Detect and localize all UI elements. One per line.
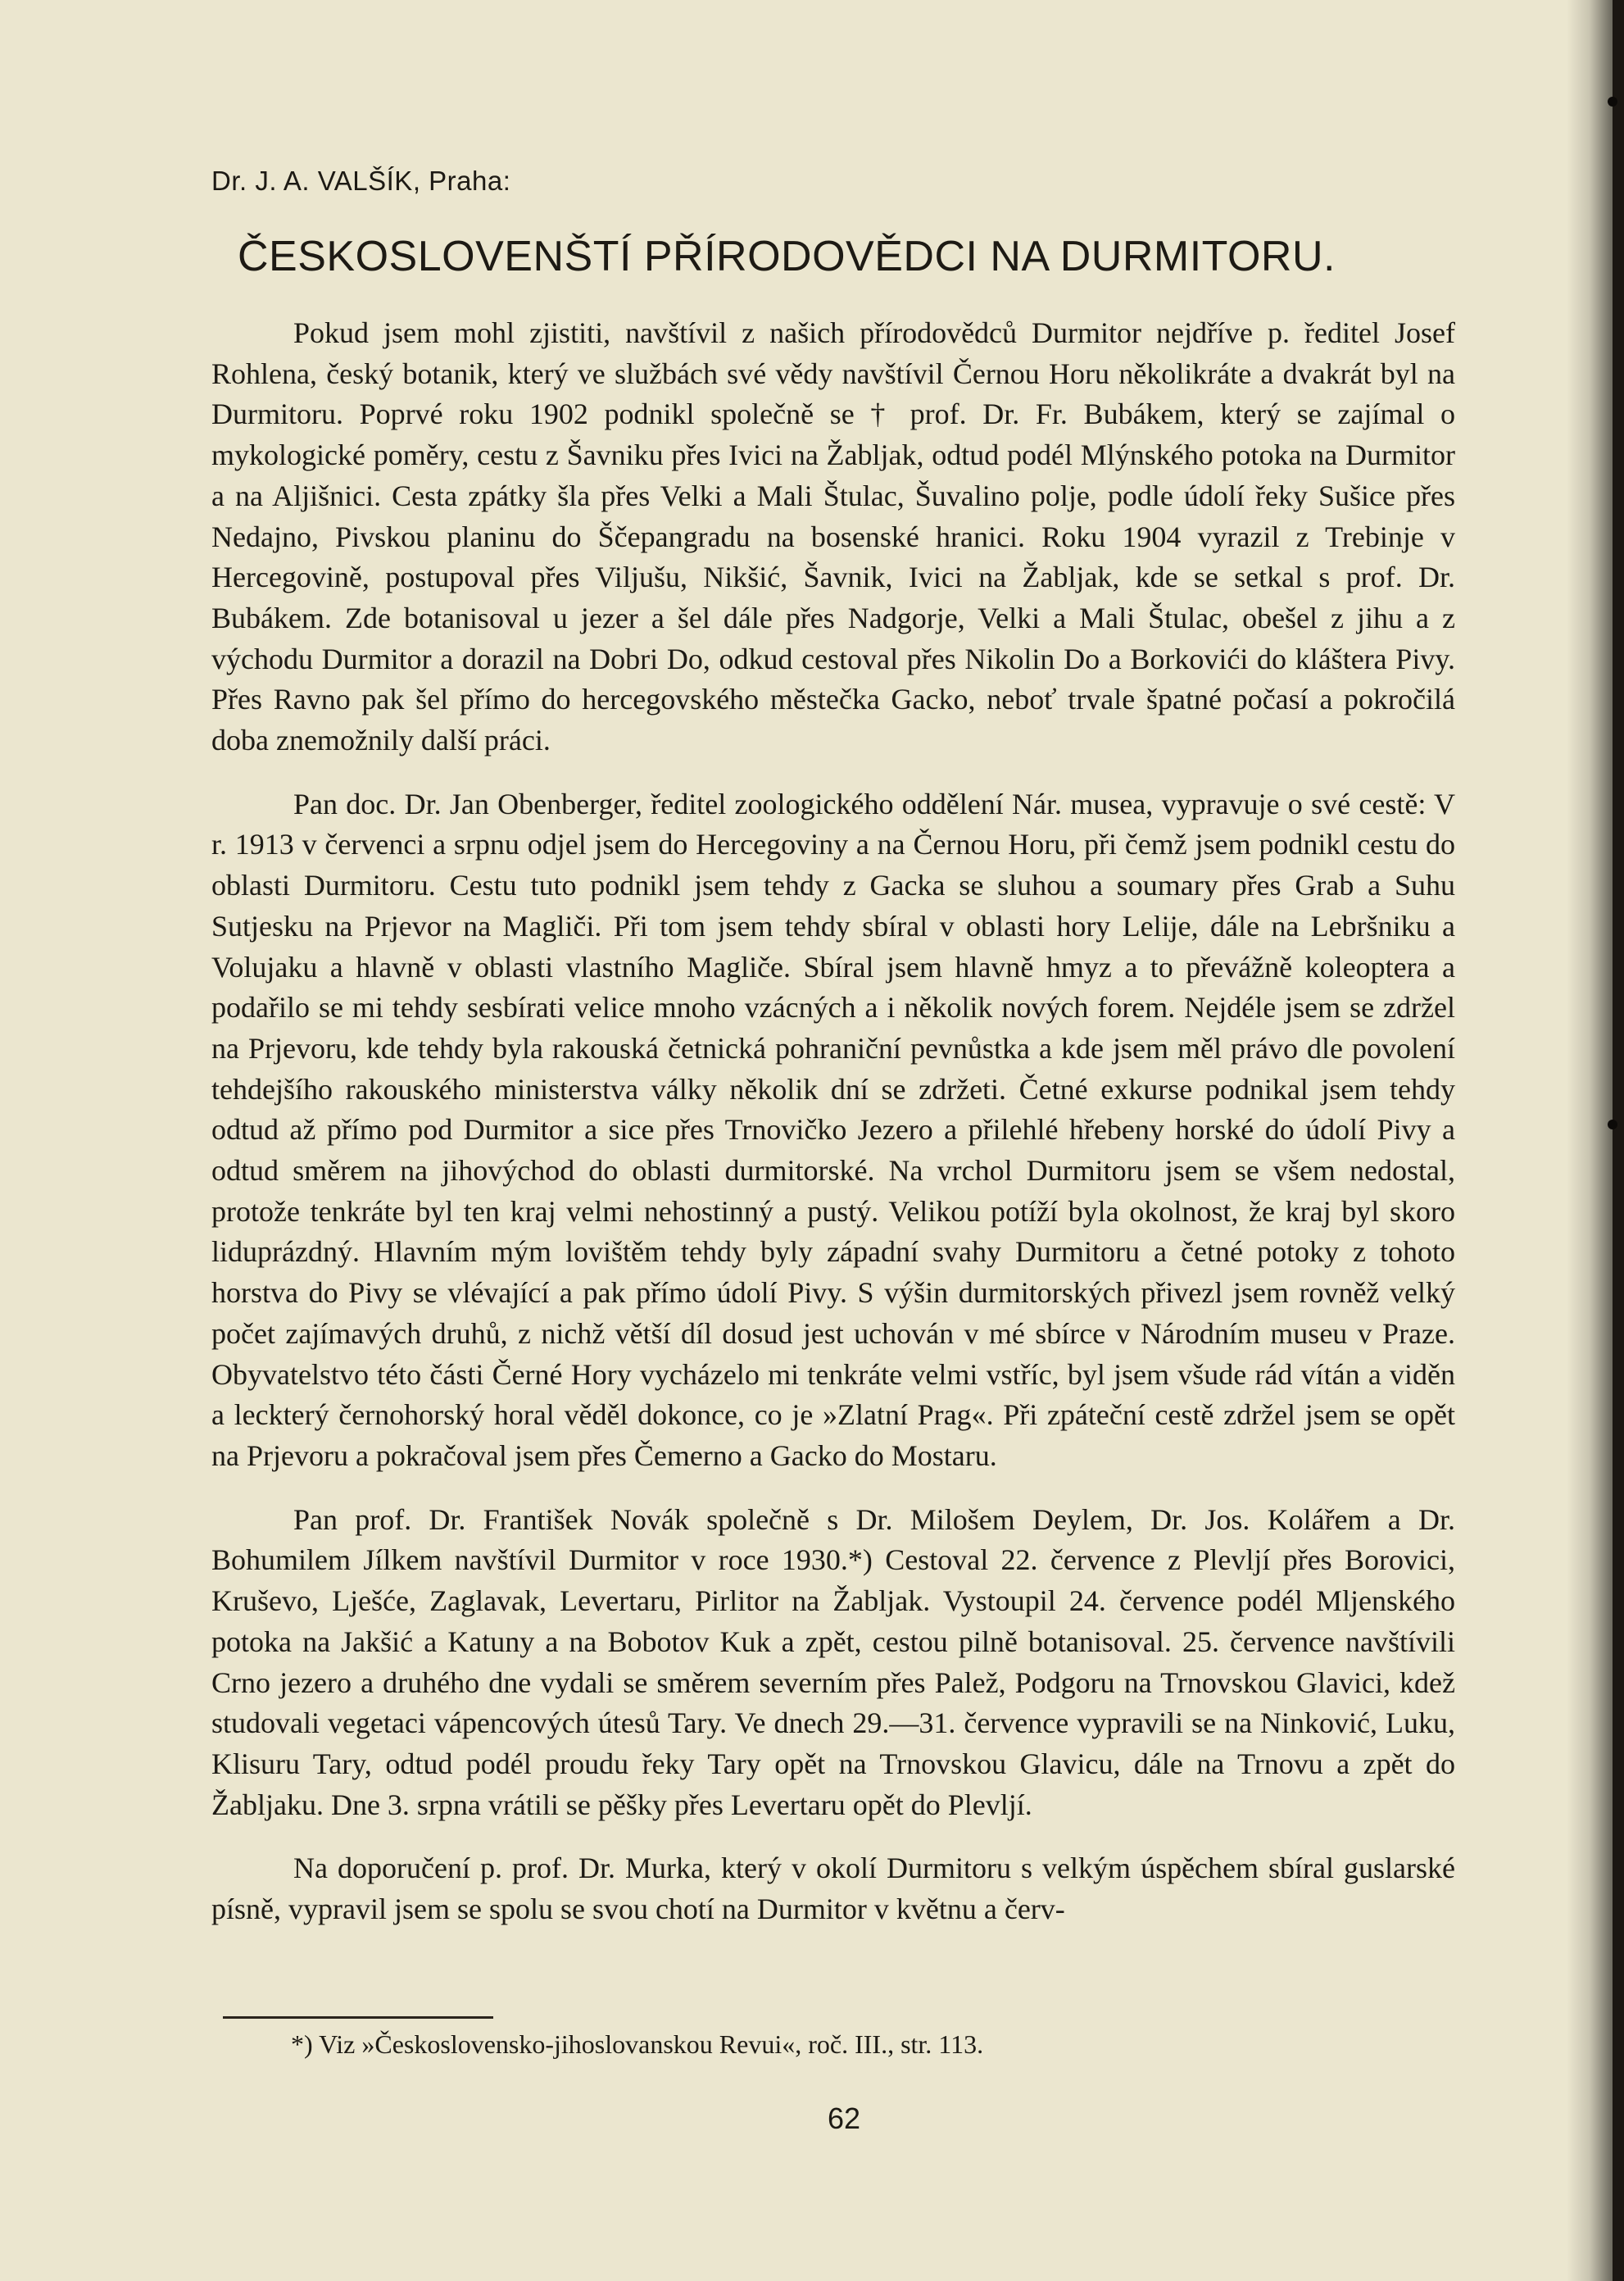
author-line: Dr. J. A. VALŠÍK, Praha:: [211, 166, 511, 196]
footnote-rule: [223, 2016, 493, 2019]
footnote: *) Viz »Československo-jihoslovanskou Revui«, roč. III., str. 113.: [291, 2029, 984, 2059]
article-body: [211, 313, 1455, 1953]
paragraph-rohlena: Pokud jsem mohl zjistiti, navštívil z našich přírodovědců Durmitor nejdříve p. ředitel Josef Rohlena, český botanik, který ve službách své vědy navštívil Černou Horu několikráte a dvakrát byl na Durmitoru. Poprvé roku 1902 podnikl společně se † prof. Dr. Fr. Bubákem, který se zajímal o mykologické poměry, cestu z Šavniku přes Ivici na Žabljak, odtud podél Mlýnského potoka na Durmitor a na Aljišnici. Cesta zpátky šla přes Velki a Mali Štulac, Šuvalino polje, podle údolí řeky Sušice přes Nedajno, Pivskou planinu do Ščepangradu na bosenské hranici. Roku 1904 vyrazil z Trebinje v Hercegovině, postupoval přes Viljušu, Nikšić, Šavnik, Ivici na Žabljak, kde se setkal s prof. Dr. Bubákem. Zde botanisoval u jezer a šel dále přes Nadgorje, Velki a Mali Štulac, obešel z jihu a z východu Durmitor a dorazil na Dobri Do, odkud cestoval přes Nikolin Do a Borkovići do kláštera Pivy. Přes Ravno pak šel přímo do hercegovského městečka Gacko, neboť trvale špatné počasí a pokročilá doba znemožnily další práci.: [211, 316, 1455, 757]
paragraph-murko: Na doporučení p. prof. Dr. Murka, který v okolí Durmitoru s velkým úspěchem sbíral guslarské písně, vypravil jsem se spolu se svou chotí na Durmitor v květnu a červ-: [211, 1852, 1455, 1926]
paragraph-novak: Pan prof. Dr. František Novák společně s Dr. Milošem Deylem, Dr. Jos. Kolářem a Dr. Bohumilem Jílkem navštívil Durmitor v roce 1930.*) Cestoval 22. července z Plevljí přes Borovici, Kruševo, Lješće, Zaglavak, Levertaru, Pirlitor na Žabljak. Vystoupil 24. července podél Mljenského potoka na Jakšić a Katuny a na Bobotov Kuk a zpět, cestou pilně botanisoval. 25. července navštívili Crno jezero a druhého dne vydali se směrem severním přes Palež, Podgoru na Trnovskou Glavici, kdež studovali vegetaci vápencových útesů Tary. Ve dnech 29.—31. července vypravili se na Ninković, Luku, Klisuru Tary, odtud podél proudu řeky Tary opět na Trnovskou Glavicu, dále na Trnovu a zpět do Žabljaku. Dne 3. srpna vrátili se pěšky přes Levertaru opět do Plevljí.: [211, 1502, 1455, 1821]
article-title: ČESKOSLOVENŠTÍ PŘÍRODOVĚDCI NA DURMITORU.: [238, 233, 1336, 280]
spine-dot-mark: [1608, 97, 1617, 107]
book-spine-edge: [1613, 0, 1624, 2281]
page-number: 62: [827, 2102, 861, 2135]
paragraph-obenberger: Pan doc. Dr. Jan Obenberger, ředitel zoologického oddělení Nár. musea, vypravuje o své cestě: V r. 1913 v červenci a srpnu odjel jsem do Hercegoviny a na Černou Horu, při čemž jsem podnikl cestu do oblasti Durmitoru. Cestu tuto podnikl jsem tehdy z Gacka se sluhou a soumary přes Grab a Suhu Sutjesku na Prjevor na Magliči. Při tom jsem tehdy sbíral v oblasti hory Lelije, dále na Lebršniku a Volujaku a hlavně v oblasti vlastního Magliče. Sbíral jsem hlavně hmyz a to převážně koleoptera a podařilo se mi tehdy sesbírati velice mnoho vzácných a i několik nových forem. Nejdéle jsem se zdržel na Prjevoru, kde tehdy byla rakouská četnická pohraniční pevnůstka a kde jsem měl právo dle povolení tehdejšího rakouského ministerstva války několik dní se zdržeti. Četné exkurse podnikal jsem tehdy odtud až přímo pod Durmitor a sice přes Trnovičko Jezero a přilehlé hřebeny horské do údolí Pivy a odtud směrem na jihovýchod do oblasti durmitorské. Na vrchol Durmitoru jsem se všem nedostal, protože tenkráte byl ten kraj velmi nehostinný a pustý. Velikou potíží byla okolnost, že kraj byl skoro liduprázdný. Hlavním mým lovištěm tehdy byly západní svahy Durmitoru a četné potoky z tohoto horstva do Pivy se vlévající a pak přímo údolí Pivy. S výšin durmitorských přivezl jsem rovněž velký počet zajímavých druhů, z nichž větší díl dosud jest uchován v mé sbírce v Národním museu v Praze. Obyvatelstvo této části Černé Hory vycházelo mi tenkráte velmi vstříc, byl jsem všude rád vítán a viděn a leckterý černohorský horal věděl dokonce, co je »Zlatní Prag«. Při zpáteční cestě zdržel jsem se opět na Prjevoru a pokračoval jsem přes Čemerno a Gacko do Mostaru.: [211, 787, 1455, 1472]
spine-dot-mark: [1608, 1120, 1617, 1129]
